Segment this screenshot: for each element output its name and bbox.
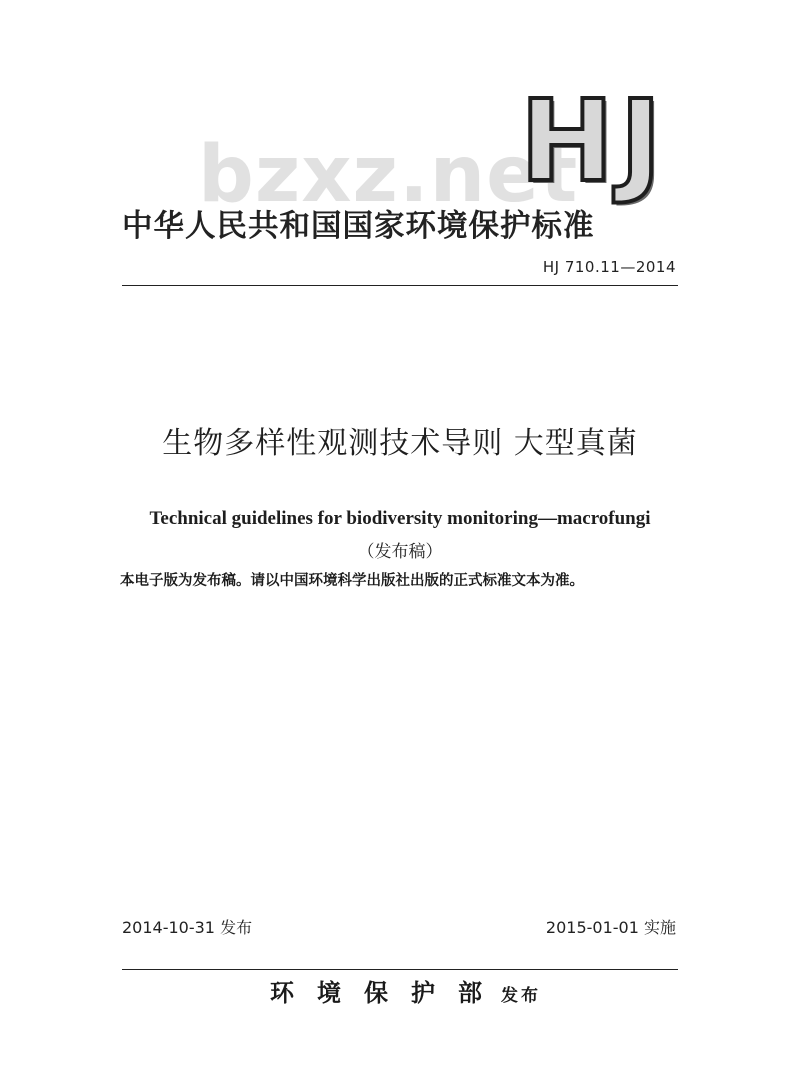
publisher-org: 环境保护部 [270, 978, 505, 1007]
watermark: bzxz.net [198, 130, 579, 220]
top-divider [122, 285, 678, 286]
document-title-en: Technical guidelines for biodiversity monitoring—macrofungi [149, 508, 651, 529]
standard-number: HJ 710.11—2014 [542, 258, 676, 276]
edition-notice: 本电子版为发布稿。请以中国环境科学出版社出版的正式标准文本为准。 [120, 573, 584, 589]
bottom-divider [122, 969, 678, 970]
implementation-date: 2015-01-01 实施 [545, 918, 676, 937]
issue-date: 2014-10-31 发布 [122, 918, 253, 937]
publisher [270, 975, 541, 1014]
publisher-action: 发布 [501, 986, 541, 1006]
hj-logo: HJ [520, 77, 668, 207]
document-title-cn: 生物多样性观测技术导则 大型真菌 [162, 426, 638, 461]
draft-label: （发布稿） [357, 542, 443, 562]
national-standard-title: 中华人民共和国国家环境保护标准 [122, 209, 595, 244]
